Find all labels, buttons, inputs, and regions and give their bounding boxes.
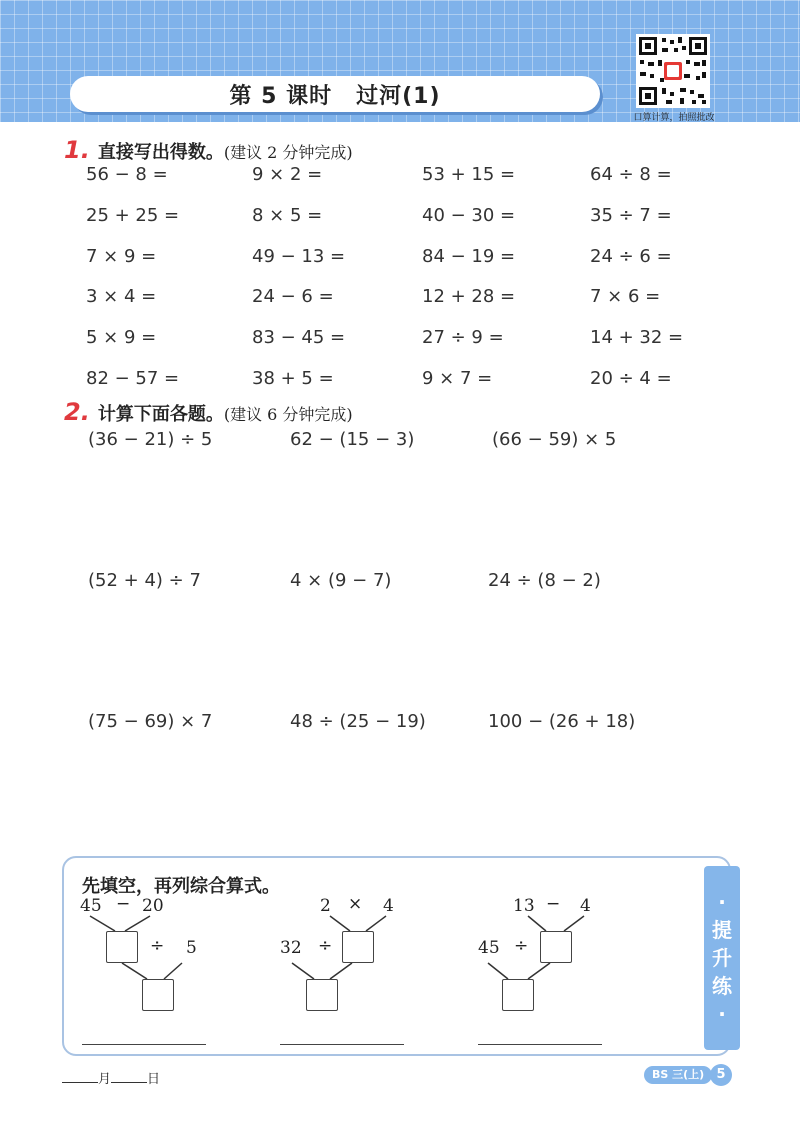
oral-problem[interactable]: 3 × 4 = [86, 286, 157, 307]
calc-problem[interactable]: 24 ÷ (8 − 2) [488, 570, 601, 591]
question-2-hint: (建议 6 分钟完成) [223, 405, 353, 424]
ext3-answer-box-2[interactable] [502, 979, 534, 1011]
lesson-number: 第 5 课时 [229, 83, 333, 109]
oral-problem[interactable]: 56 − 8 = [86, 164, 168, 185]
ext1-answer-box-1[interactable] [106, 931, 138, 963]
ext3-number-a: 13 [513, 896, 535, 916]
calc-problem[interactable]: 62 − (15 − 3) [290, 429, 415, 450]
calc-problem[interactable]: (36 − 21) ÷ 5 [88, 429, 213, 450]
calc-problem[interactable]: (52 + 4) ÷ 7 [88, 570, 201, 591]
oral-problem[interactable]: 9 × 2 = [252, 164, 323, 185]
oral-problem[interactable]: 7 × 9 = [86, 246, 157, 267]
calc-problem[interactable]: (66 − 59) × 5 [492, 429, 617, 450]
ext1-answer-box-2[interactable] [142, 979, 174, 1011]
question-1-text: 直接写出得数。 [97, 142, 224, 163]
question-1-number: 1. [64, 136, 90, 164]
calc-problem[interactable]: 4 × (9 − 7) [290, 570, 392, 591]
oral-problem[interactable]: 12 + 28 = [422, 286, 516, 307]
oral-problem[interactable]: 14 + 32 = [590, 327, 684, 348]
page-number: 5 [710, 1064, 732, 1086]
ext2-number-a: 2 [320, 896, 331, 916]
ext1-number-a: 45 [80, 896, 102, 916]
day-label: 日 [147, 1072, 161, 1087]
ext2-formula-line[interactable] [280, 1044, 404, 1045]
side-tab-char: 升 [712, 946, 732, 970]
oral-problem[interactable]: 84 − 19 = [422, 246, 516, 267]
oral-problem[interactable]: 9 × 7 = [422, 368, 493, 389]
ext2-number-c: 32 [280, 938, 302, 958]
grade-badge: BS 三(上) [644, 1066, 712, 1084]
ext2-operator-2: ÷ [318, 936, 333, 956]
page-title: 过河(1) [356, 83, 441, 109]
ext3-answer-box-1[interactable] [540, 931, 572, 963]
question-2-text: 计算下面各题。 [97, 404, 224, 425]
oral-problem[interactable]: 27 ÷ 9 = [422, 327, 504, 348]
ext1-number-b: 20 [142, 896, 164, 916]
ext3-operator-2: ÷ [514, 936, 529, 956]
side-tab-char: 提 [712, 918, 732, 942]
month-label: 月 [98, 1072, 112, 1087]
ext2-operator-1: × [348, 894, 363, 914]
calc-problem[interactable]: 48 ÷ (25 − 19) [290, 711, 426, 732]
oral-problem[interactable]: 7 × 6 = [590, 286, 661, 307]
oral-problem[interactable]: 40 − 30 = [422, 205, 516, 226]
oral-problem[interactable]: 49 − 13 = [252, 246, 346, 267]
ext3-number-c: 45 [478, 938, 500, 958]
oral-problem[interactable]: 64 ÷ 8 = [590, 164, 672, 185]
ext2-answer-box-2[interactable] [306, 979, 338, 1011]
oral-problem[interactable]: 38 + 5 = [252, 368, 334, 389]
question-1-hint: (建议 2 分钟完成) [223, 143, 353, 162]
question-2-number: 2. [64, 398, 90, 426]
ext3-operator-1: − [546, 894, 561, 914]
oral-problem[interactable]: 24 − 6 = [252, 286, 334, 307]
ext1-operator-1: − [116, 894, 131, 914]
calc-problem[interactable]: (75 − 69) × 7 [88, 711, 213, 732]
calc-problem[interactable]: 100 − (26 + 18) [488, 711, 636, 732]
ext1-operator-2: ÷ [150, 936, 165, 956]
oral-problem[interactable]: 83 − 45 = [252, 327, 346, 348]
side-tab-char: · [718, 1002, 726, 1026]
oral-problem[interactable]: 8 × 5 = [252, 205, 323, 226]
oral-problem[interactable]: 53 + 15 = [422, 164, 516, 185]
date-field[interactable] [62, 1068, 160, 1087]
oral-problem[interactable]: 24 ÷ 6 = [590, 246, 672, 267]
side-tab-char: 练 [712, 974, 732, 998]
ext2-number-b: 4 [383, 896, 394, 916]
ext3-number-b: 4 [580, 896, 591, 916]
extension-title: 先填空，再列综合算式。 [82, 876, 280, 897]
oral-problem[interactable]: 5 × 9 = [86, 327, 157, 348]
oral-problem[interactable]: 25 + 25 = [86, 205, 180, 226]
ext1-formula-line[interactable] [82, 1044, 206, 1045]
side-tab-char: · [718, 890, 726, 914]
oral-problem[interactable]: 35 ÷ 7 = [590, 205, 672, 226]
oral-problem[interactable]: 20 ÷ 4 = [590, 368, 672, 389]
qr-caption: 口算计算，拍照批改 [633, 113, 715, 123]
ext3-formula-line[interactable] [478, 1044, 602, 1045]
oral-problem[interactable]: 82 − 57 = [86, 368, 180, 389]
ext2-answer-box-1[interactable] [342, 931, 374, 963]
ext1-number-c: 5 [186, 938, 197, 958]
